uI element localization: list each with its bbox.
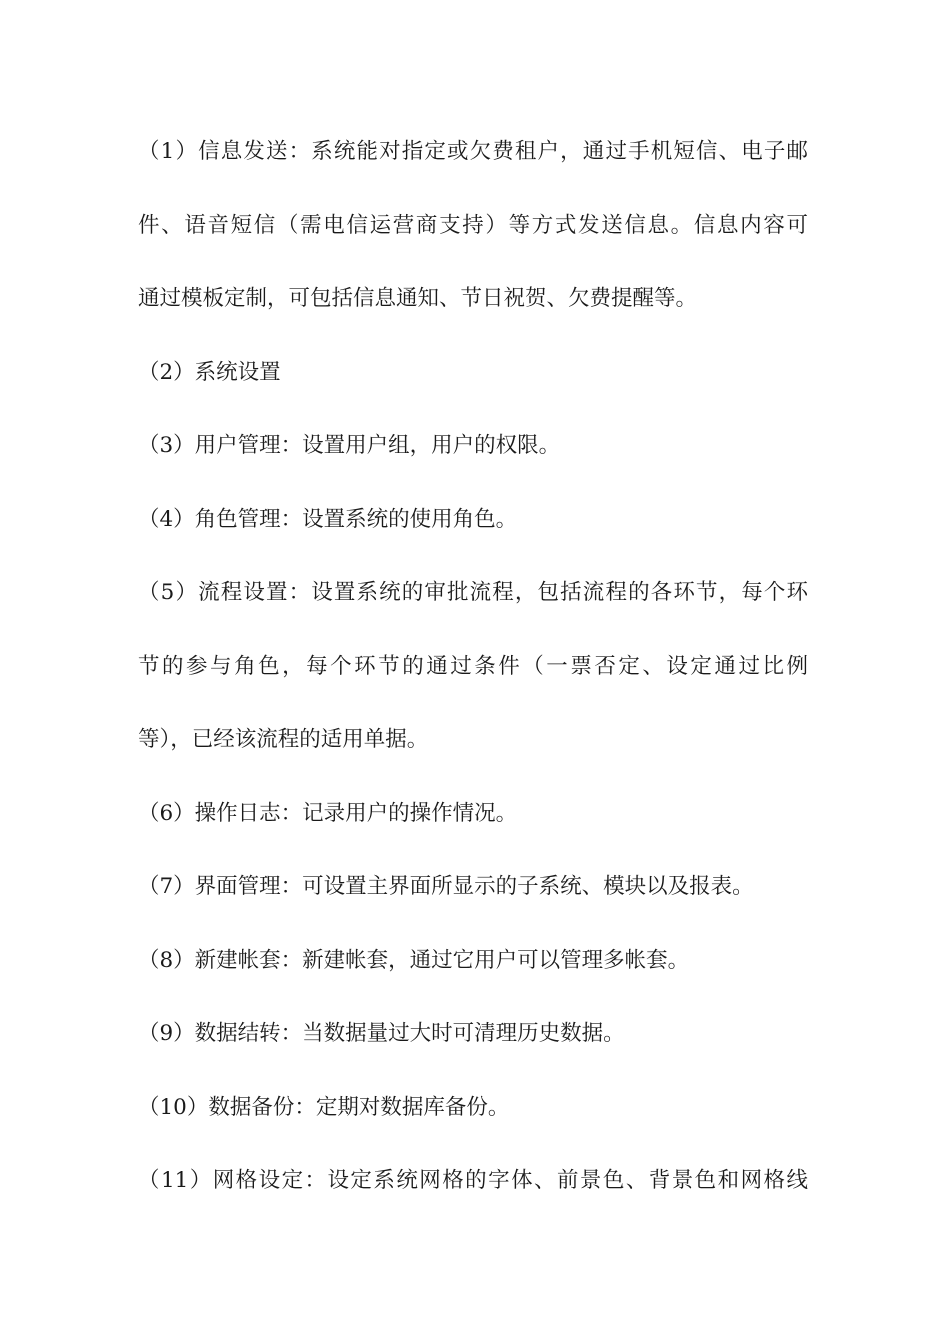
section-heading: （2）系统设置 <box>138 359 281 385</box>
paragraph-line: （6）操作日志：记录用户的操作情况。 <box>138 800 518 826</box>
paragraph-line: （4）角色管理：设置系统的使用角色。 <box>138 506 518 532</box>
paragraph-line: 件、语音短信（需电信运营商支持）等方式发送信息。信息内容可 <box>138 212 808 238</box>
paragraph-line: （10）数据备份：定期对数据库备份。 <box>138 1094 510 1120</box>
paragraph-line: （1）信息发送：系统能对指定或欠费租户，通过手机短信、电子邮 <box>138 139 808 164</box>
document-body <box>138 128 808 1231</box>
paragraph-line: 节的参与角色，每个环节的通过条件（一票否定、设定通过比例 <box>138 653 808 679</box>
paragraph-line: 通过模板定制，可包括信息通知、节日祝贺、欠费提醒等。 <box>138 286 698 311</box>
paragraph-line: （5）流程设置：设置系统的审批流程，包括流程的各环节，每个环 <box>138 580 808 605</box>
paragraph-line: 等），已经该流程的适用单据。 <box>138 727 429 752</box>
paragraph-line: （9）数据结转：当数据量过大时可清理历史数据。 <box>138 1021 625 1046</box>
paragraph-line: （8）新建帐套：新建帐套，通过它用户可以管理多帐套。 <box>138 947 690 973</box>
paragraph-line: （11）网格设定：设定系统网格的字体、前景色、背景色和网格线 <box>138 1168 808 1193</box>
paragraph-line: （7）界面管理：可设置主界面所显示的子系统、模块以及报表。 <box>138 874 754 899</box>
paragraph-line: （3）用户管理：设置用户组，用户的权限。 <box>138 433 561 458</box>
